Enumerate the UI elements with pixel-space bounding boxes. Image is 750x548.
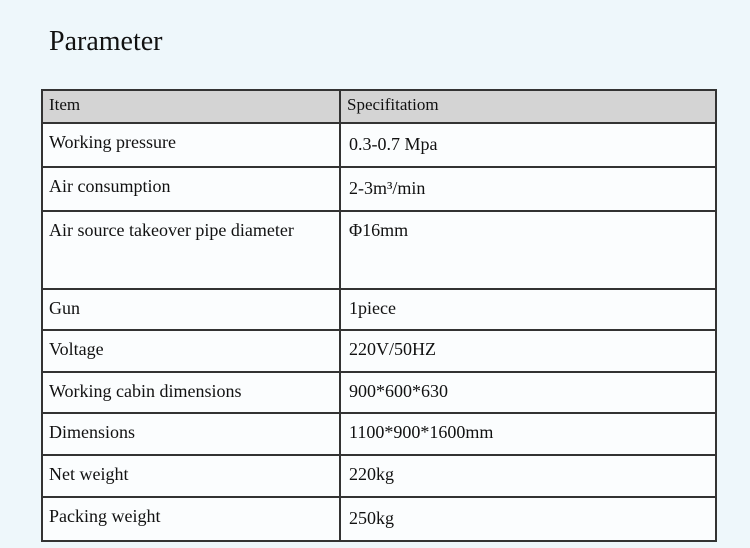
item-cell: Voltage	[42, 330, 340, 372]
value-cell: 2-3m³/min	[340, 167, 716, 211]
table-row	[42, 497, 716, 541]
column-header-item: Item	[42, 90, 340, 123]
item-cell: Air consumption	[42, 167, 340, 211]
page-title: Parameter	[49, 26, 163, 57]
table-row	[42, 211, 716, 289]
value-cell: 1100*900*1600mm	[340, 413, 716, 455]
item-cell: Net weight	[42, 455, 340, 497]
item-cell: Air source takeover pipe diameter	[42, 211, 340, 289]
value-cell: 900*600*630	[340, 372, 716, 413]
item-cell: Dimensions	[42, 413, 340, 455]
table-header-row	[42, 90, 716, 123]
parameter-table	[41, 89, 717, 542]
value-cell: 250kg	[340, 497, 716, 541]
table-row	[42, 289, 716, 330]
table-row	[42, 413, 716, 455]
column-header-specification: Specifitatiom	[340, 90, 716, 123]
table-row	[42, 455, 716, 497]
table-row	[42, 372, 716, 413]
value-cell: 220kg	[340, 455, 716, 497]
value-cell: 220V/50HZ	[340, 330, 716, 372]
table-row	[42, 167, 716, 211]
value-cell: Φ16mm	[340, 211, 716, 289]
value-cell: 0.3-0.7 Mpa	[340, 123, 716, 167]
item-cell: Packing weight	[42, 497, 340, 541]
table-row	[42, 123, 716, 167]
item-cell: Working pressure	[42, 123, 340, 167]
item-cell: Working cabin dimensions	[42, 372, 340, 413]
item-cell: Gun	[42, 289, 340, 330]
value-cell: 1piece	[340, 289, 716, 330]
table-row	[42, 330, 716, 372]
